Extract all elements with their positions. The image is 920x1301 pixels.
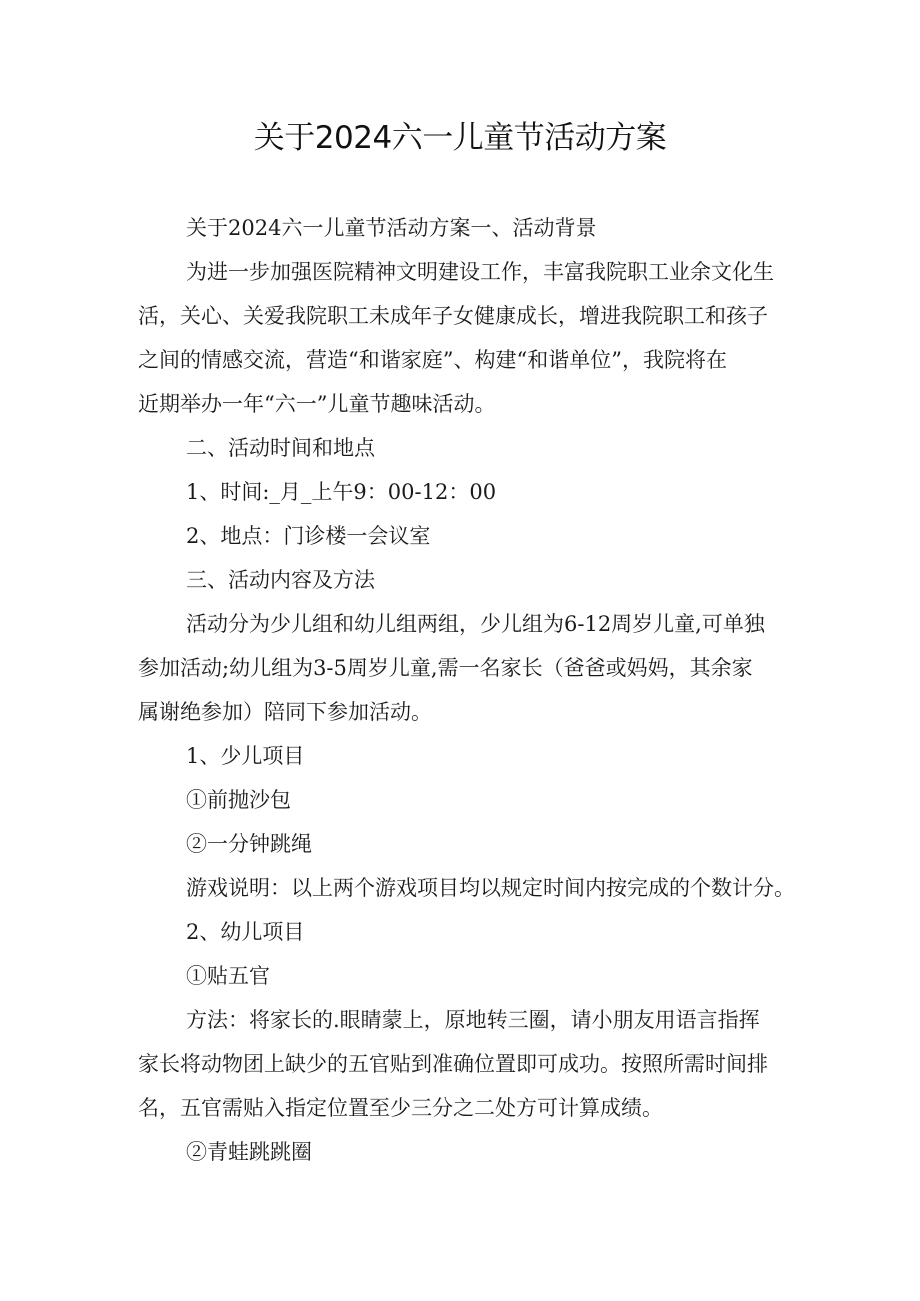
paragraph-line: 之间的情感交流，营造“和谐家庭”、构建“和谐单位”，我院将在 bbox=[138, 348, 727, 372]
paragraph-line: 家长将动物团上缺少的五官贴到准确位置即可成功。按照所需时间排 bbox=[138, 1052, 768, 1076]
list-item: ①前抛沙包 bbox=[186, 788, 291, 812]
paragraph-line: 属谢绝参加）陪同下参加活动。 bbox=[138, 700, 432, 724]
game-note: 游戏说明：以上两个游戏项目均以规定时间内按完成的个数计分。 bbox=[186, 876, 795, 900]
subheading-children-items: 1、少儿项目 bbox=[186, 744, 305, 768]
list-item: ②青蛙跳跳圈 bbox=[186, 1140, 312, 1164]
section-heading-background: 关于2024六一儿童节活动方案一、活动背景 bbox=[186, 216, 597, 240]
document-body bbox=[138, 206, 798, 1174]
paragraph-line: 活，关心、关爱我院职工未成年子女健康成长，增进我院职工和孩子 bbox=[138, 304, 768, 328]
paragraph-line: 参加活动;幼儿组为3-5周岁儿童,需一名家长（爸爸或妈妈，其余家 bbox=[138, 656, 753, 680]
document-title: 关于2024六一儿童节活动方案 bbox=[253, 120, 667, 156]
list-item: ①贴五官 bbox=[186, 964, 270, 988]
paragraph-line: 方法：将家长的.眼睛蒙上，原地转三圈，请小朋友用语言指挥 bbox=[186, 1008, 760, 1032]
paragraph-line: 活动分为少儿组和幼儿组两组，少儿组为6-12周岁儿童,可单独 bbox=[186, 612, 765, 636]
subheading-toddler-items: 2、幼儿项目 bbox=[186, 920, 305, 944]
paragraph-line: 名，五官需贴入指定位置至少三分之二处方可计算成绩。 bbox=[138, 1096, 663, 1120]
paragraph-line: 近期举办一年“六一”儿童节趣味活动。 bbox=[138, 392, 496, 416]
place-item: 2、地点：门诊楼一会议室 bbox=[186, 524, 431, 548]
section-heading-content: 三、活动内容及方法 bbox=[186, 568, 375, 592]
paragraph-line: 为进一步加强医院精神文明建设工作，丰富我院职工业余文化生 bbox=[186, 260, 774, 284]
section-heading-time-place: 二、活动时间和地点 bbox=[186, 436, 375, 460]
time-item: 1、时间:_月_上午9：00-12：00 bbox=[186, 480, 497, 504]
list-item: ②一分钟跳绳 bbox=[186, 832, 312, 856]
